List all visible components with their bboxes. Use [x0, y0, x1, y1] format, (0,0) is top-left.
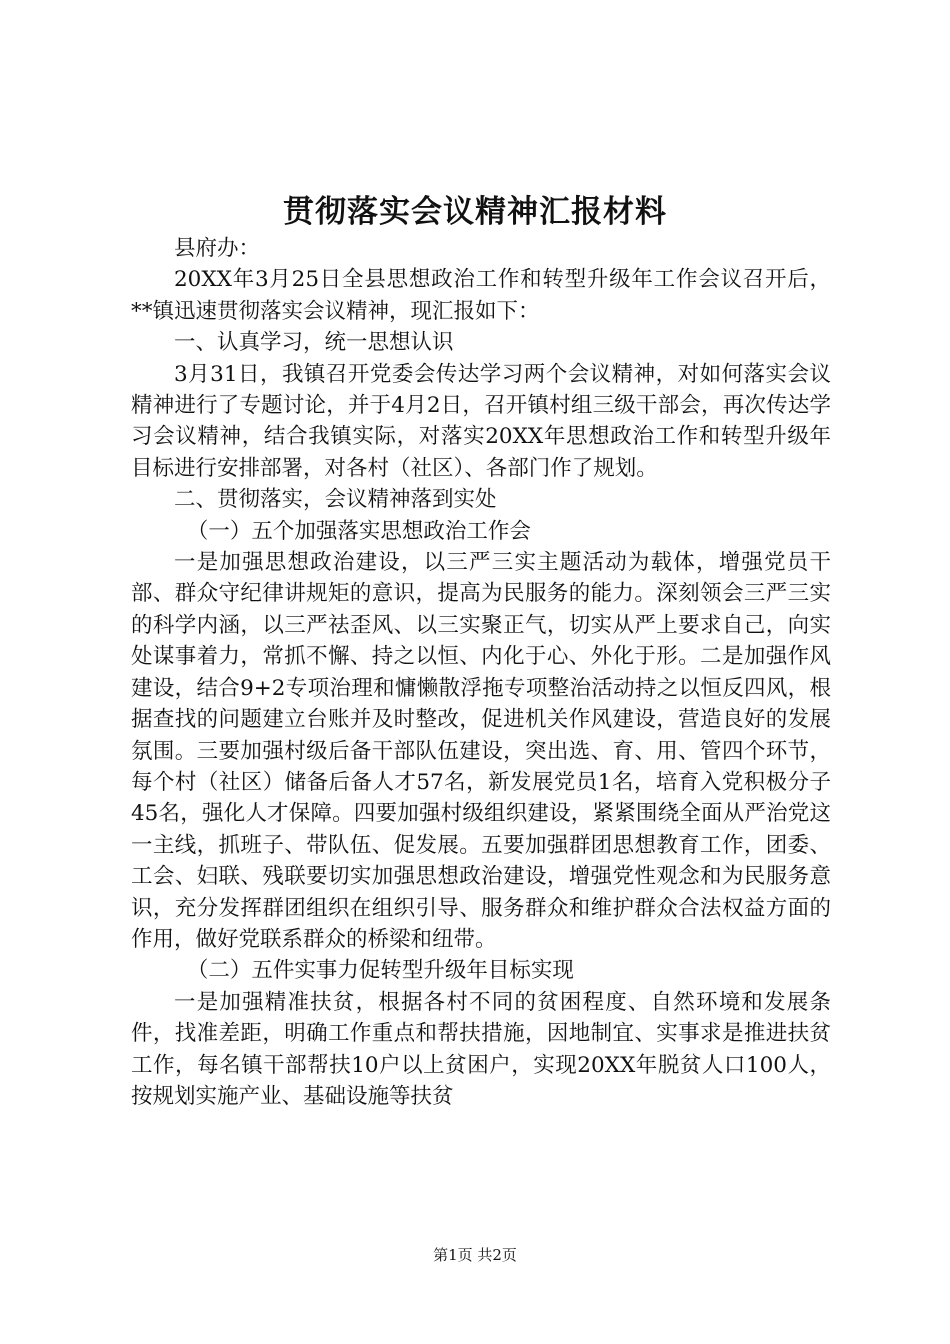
intro-paragraph: 20XX年3月25日全县思想政治工作和转型升级年工作会议召开后，**镇迅速贯彻落实会议精神，现汇报如下：: [131, 267, 831, 324]
page-footer: 第1页 共2页: [433, 1246, 517, 1264]
subsection-heading-1: （一）五个加强落实思想政治工作会: [186, 518, 531, 544]
subsection-1-paragraph: 一是加强思想政治建设，以三严三实主题活动为载体，增强党员干部、群众守纪律讲规矩的意识，提高为民服务的能力。深刻领会三严三实的科学内涵，以三严祛歪风、以三实聚正气，切实从严上要求自己，向实处谋事着力，常抓不懈、持之以恒、内化于心、外化于形。二是加强作风建设，结合9+2专项治理和慵懒散浮拖专项整治活动持之以恒反四风，根据查找的问题建立台账并及时整改，促进机关作风建设，营造良好的发展氛围。三要加强村级后备干部队伍建设，突出选、育、用、管四个环节，每个村（社区）储备后备人才57名，新发展党员1名，培育入党积极分子45名，强化人才保障。四要加强村级组织建设，紧紧围绕全面从严治党这一主线，抓班子、带队伍、促发展。五要加强群团思想教育工作，团委、工会、妇联、残联要切实加强思想政治建设，增强党性观念和为民服务意识，充分发挥群团组织在组织引导、服务群众和维护群众合法权益方面的作用，做好党联系群众的桥梁和纽带。: [131, 550, 831, 952]
subsection-2-paragraph: 一是加强精准扶贫，根据各村不同的贫困程度、自然环境和发展条件，找准差距，明确工作重点和帮扶措施，因地制宜、实事求是推进扶贫工作，每名镇干部帮扶10户以上贫困户，实现20XX年脱贫人口100人，按规划实施产业、基础设施等扶贫: [131, 989, 831, 1109]
document-body: [131, 233, 831, 1112]
section-1-paragraph: 3月31日，我镇召开党委会传达学习两个会议精神，对如何落实会议精神进行了专题讨论，并于4月2日，召开镇村组三级干部会，再次传达学习会议精神，结合我镇实际，对落实20XX年思想政治工作和转型升级年目标进行安排部署，对各村（社区）、各部门作了规划。: [131, 361, 831, 481]
salutation: 县府办：: [174, 236, 261, 261]
document-title: 贯彻落实会议精神汇报材料: [283, 194, 667, 230]
section-heading-1: 一、认真学习，统一思想认识: [174, 330, 454, 356]
section-heading-2: 二、贯彻落实，会议精神落到实处: [174, 487, 497, 513]
subsection-heading-2: （二）五件实事力促转型升级年目标实现: [186, 958, 574, 984]
